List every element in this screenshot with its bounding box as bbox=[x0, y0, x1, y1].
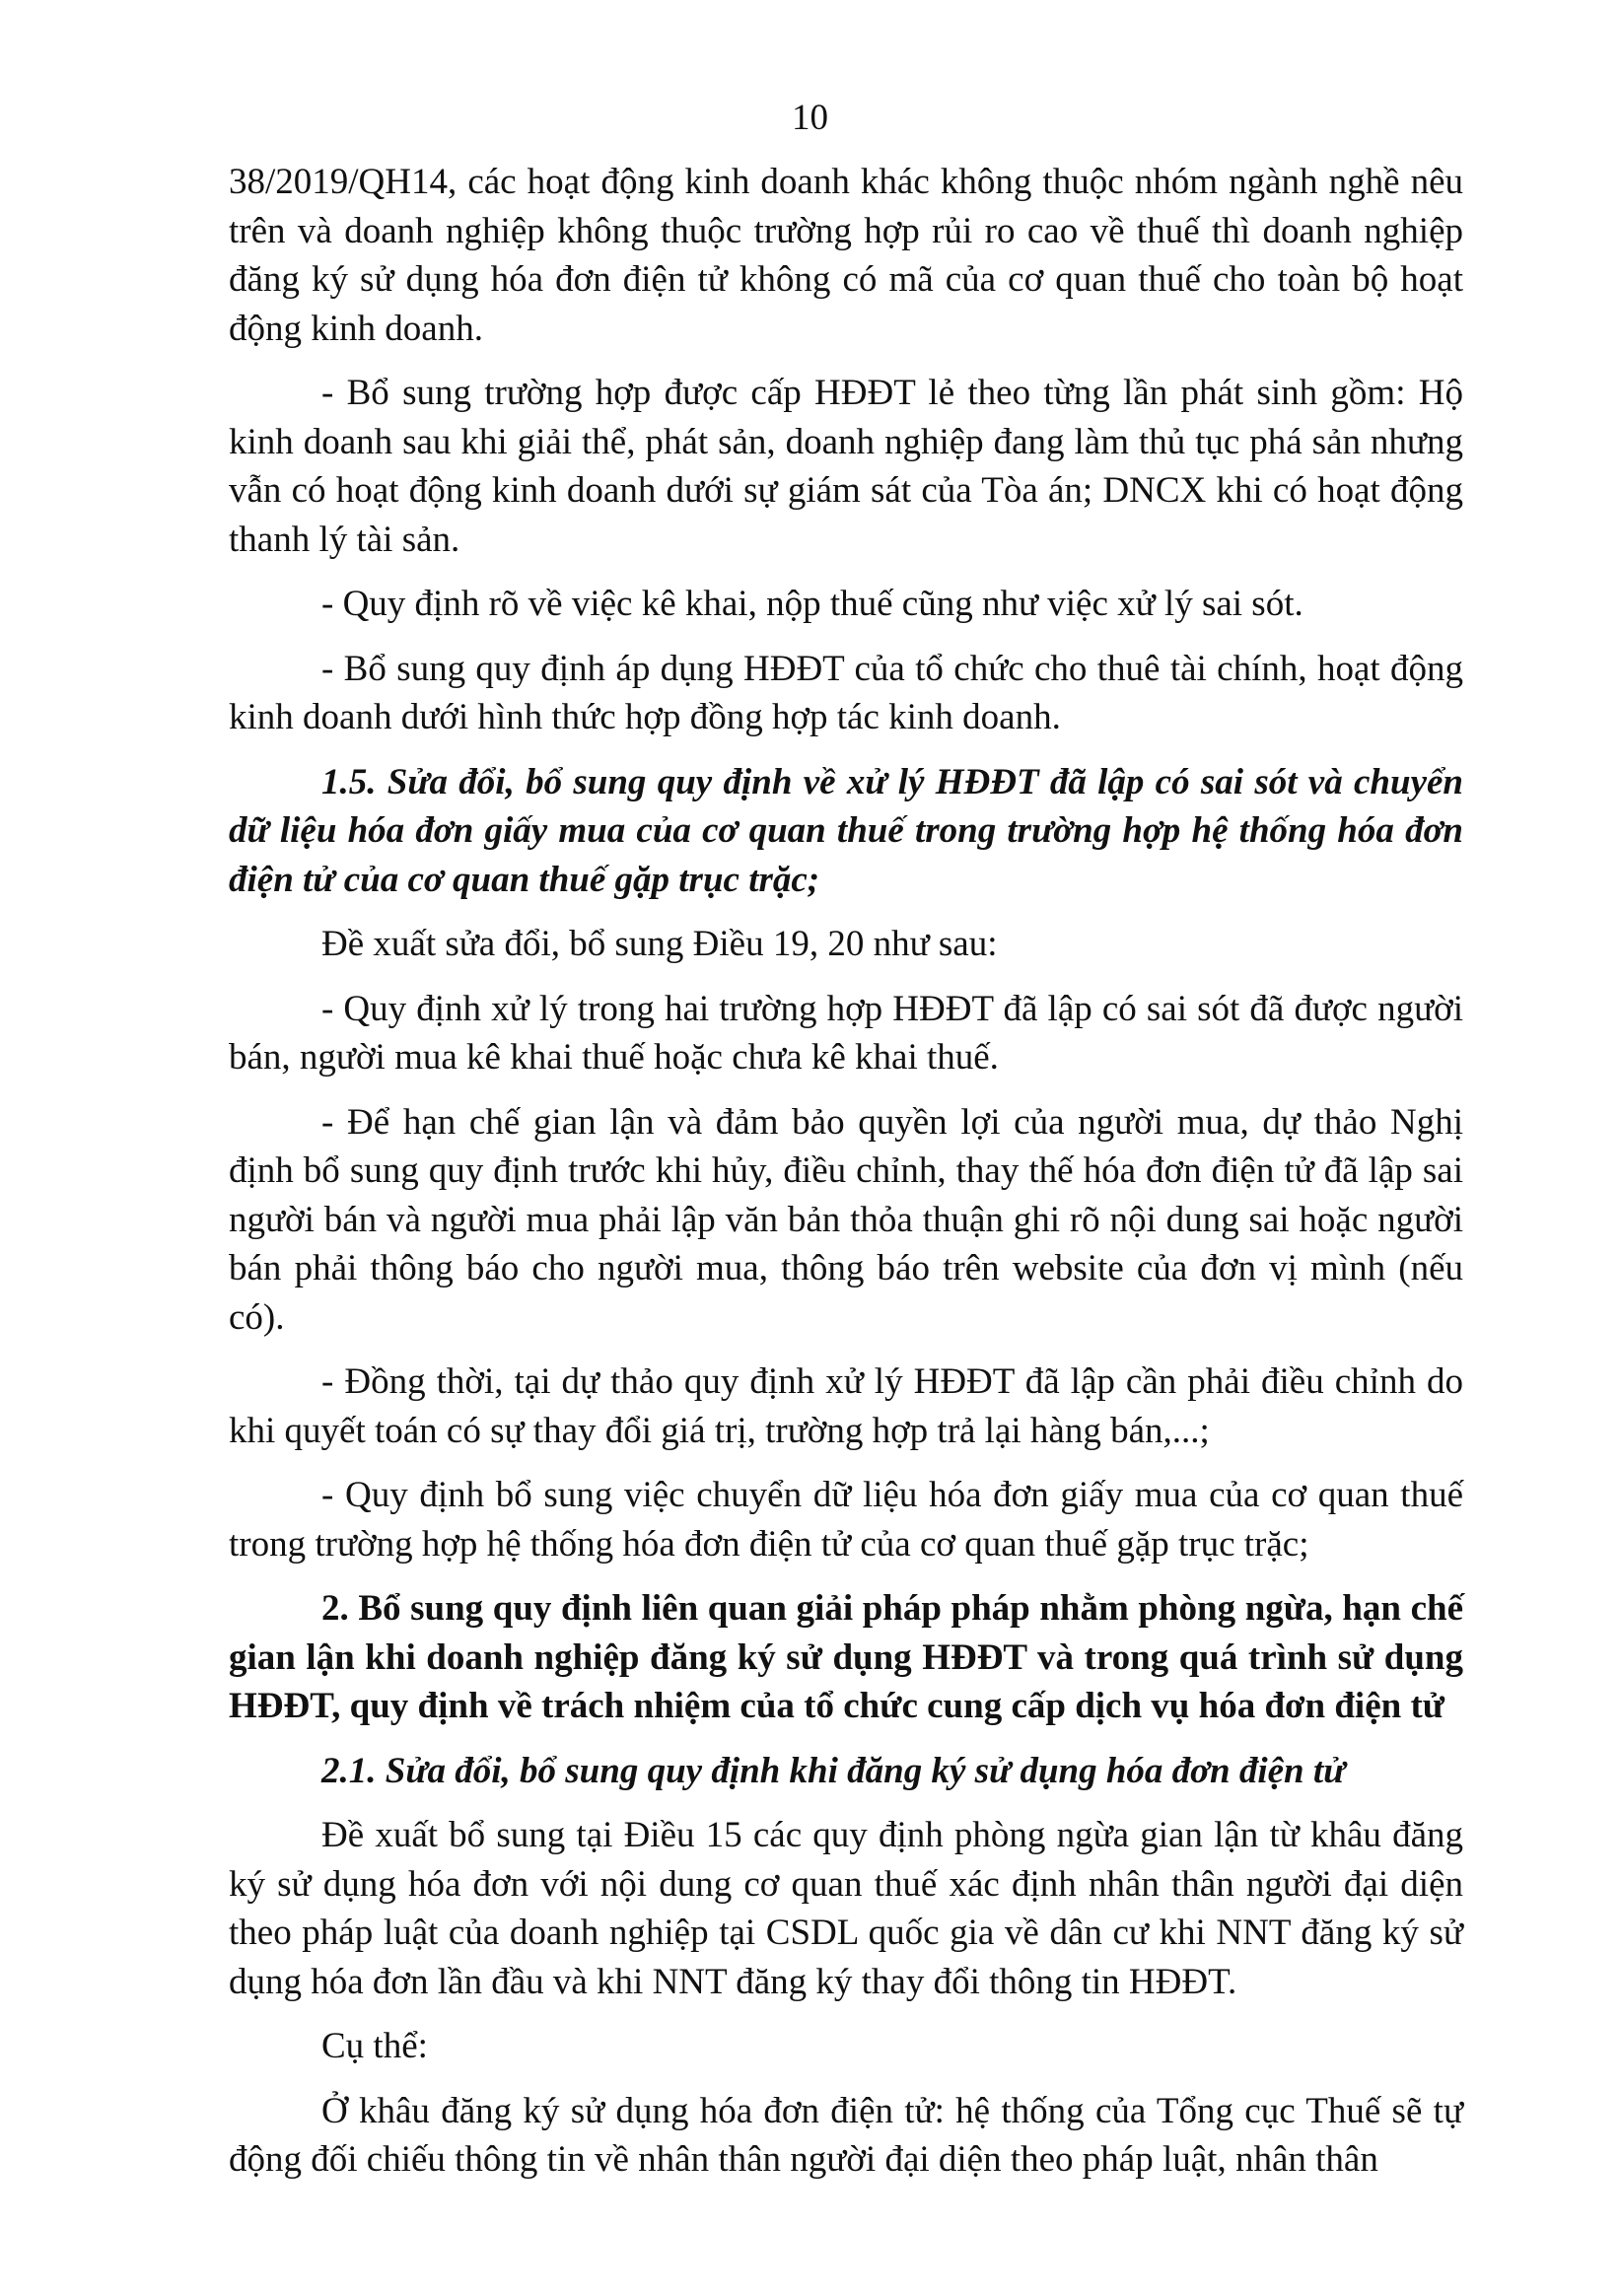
paragraph: Đề xuất sửa đổi, bổ sung Điều 19, 20 như sau: bbox=[321, 924, 998, 964]
paragraph-continuation: 38/2019/QH14, các hoạt động kinh doanh khác không thuộc nhóm ngành nghề nêu trên và doanh nghiệp không thuộc trường hợp rủi ro cao về thuế thì doanh nghiệp đăng ký sử dụng hóa đơn điện tử không có mã của cơ quan thuế cho toàn bộ hoạt động kinh doanh. bbox=[229, 162, 1463, 349]
section-heading-2: 2. Bổ sung quy định liên quan giải pháp pháp nhằm phòng ngừa, hạn chế gian lận khi doanh nghiệp đăng ký sử dụng HĐĐT và trong quá trình sử dụng HĐĐT, quy định về trách nhiệm của tổ chức cung cấp dịch vụ hóa đơn điện tử bbox=[229, 1588, 1463, 1726]
bullet-paragraph: - Quy định rõ về việc kê khai, nộp thuế cũng như việc xử lý sai sót. bbox=[321, 584, 1303, 624]
section-heading-1-5: 1.5. Sửa đổi, bổ sung quy định về xử lý HĐĐT đã lập có sai sót và chuyển dữ liệu hóa đơn giấy mua của cơ quan thuế trong trường hợp hệ thống hóa đơn điện tử của cơ quan thuế gặp trục trặc; bbox=[229, 761, 1463, 900]
document-body bbox=[229, 158, 1463, 2200]
section-heading-2-1: 2.1. Sửa đổi, bổ sung quy định khi đăng ký sử dụng hóa đơn điện tử bbox=[321, 1750, 1346, 1791]
bullet-paragraph: - Quy định xử lý trong hai trường hợp HĐĐT đã lập có sai sót đã được người bán, người mua kê khai thuế hoặc chưa kê khai thuế. bbox=[229, 988, 1463, 1078]
bullet-paragraph: - Bổ sung quy định áp dụng HĐĐT của tổ chức cho thuê tài chính, hoạt động kinh doanh dưới hình thức hợp đồng hợp tác kinh doanh. bbox=[229, 648, 1463, 737]
paragraph: Cụ thể: bbox=[321, 2026, 428, 2066]
bullet-paragraph: - Quy định bổ sung việc chuyển dữ liệu hóa đơn giấy mua của cơ quan thuế trong trường hợp hệ thống hóa đơn điện tử của cơ quan thuế gặp trục trặc; bbox=[229, 1475, 1463, 1565]
page-number: 10 bbox=[792, 98, 828, 138]
paragraph: Đề xuất bổ sung tại Điều 15 các quy định phòng ngừa gian lận từ khâu đăng ký sử dụng hóa đơn với nội dung cơ quan thuế xác định nhân thân người đại diện theo pháp luật của doanh nghiệp tại CSDL quốc gia về dân cư khi NNT đăng ký sử dụng hóa đơn lần đầu và khi NNT đăng ký thay đổi thông tin HĐĐT. bbox=[229, 1815, 1463, 2002]
bullet-paragraph: - Bổ sung trường hợp được cấp HĐĐT lẻ theo từng lần phát sinh gồm: Hộ kinh doanh sau khi giải thể, phát sản, doanh nghiệp đang làm thủ tục phá sản nhưng vẫn có hoạt động kinh doanh dưới sự giám sát của Tòa án; DNCX khi có hoạt động thanh lý tài sản. bbox=[229, 373, 1463, 560]
paragraph: Ở khâu đăng ký sử dụng hóa đơn điện tử: hệ thống của Tổng cục Thuế sẽ tự động đối chiếu thông tin về nhân thân người đại diện theo pháp luật, nhân thân bbox=[229, 2090, 1463, 2180]
bullet-paragraph: - Để hạn chế gian lận và đảm bảo quyền lợi của người mua, dự thảo Nghị định bổ sung quy định trước khi hủy, điều chỉnh, thay thế hóa đơn điện tử đã lập sai người bán và người mua phải lập văn bản thỏa thuận ghi rõ nội dung sai hoặc người bán phải thông báo cho người mua, thông báo trên website của đơn vị mình (nếu có). bbox=[229, 1101, 1463, 1338]
bullet-paragraph: - Đồng thời, tại dự thảo quy định xử lý HĐĐT đã lập cần phải điều chỉnh do khi quyết toán có sự thay đổi giá trị, trường hợp trả lại hàng bán,...; bbox=[229, 1361, 1463, 1451]
